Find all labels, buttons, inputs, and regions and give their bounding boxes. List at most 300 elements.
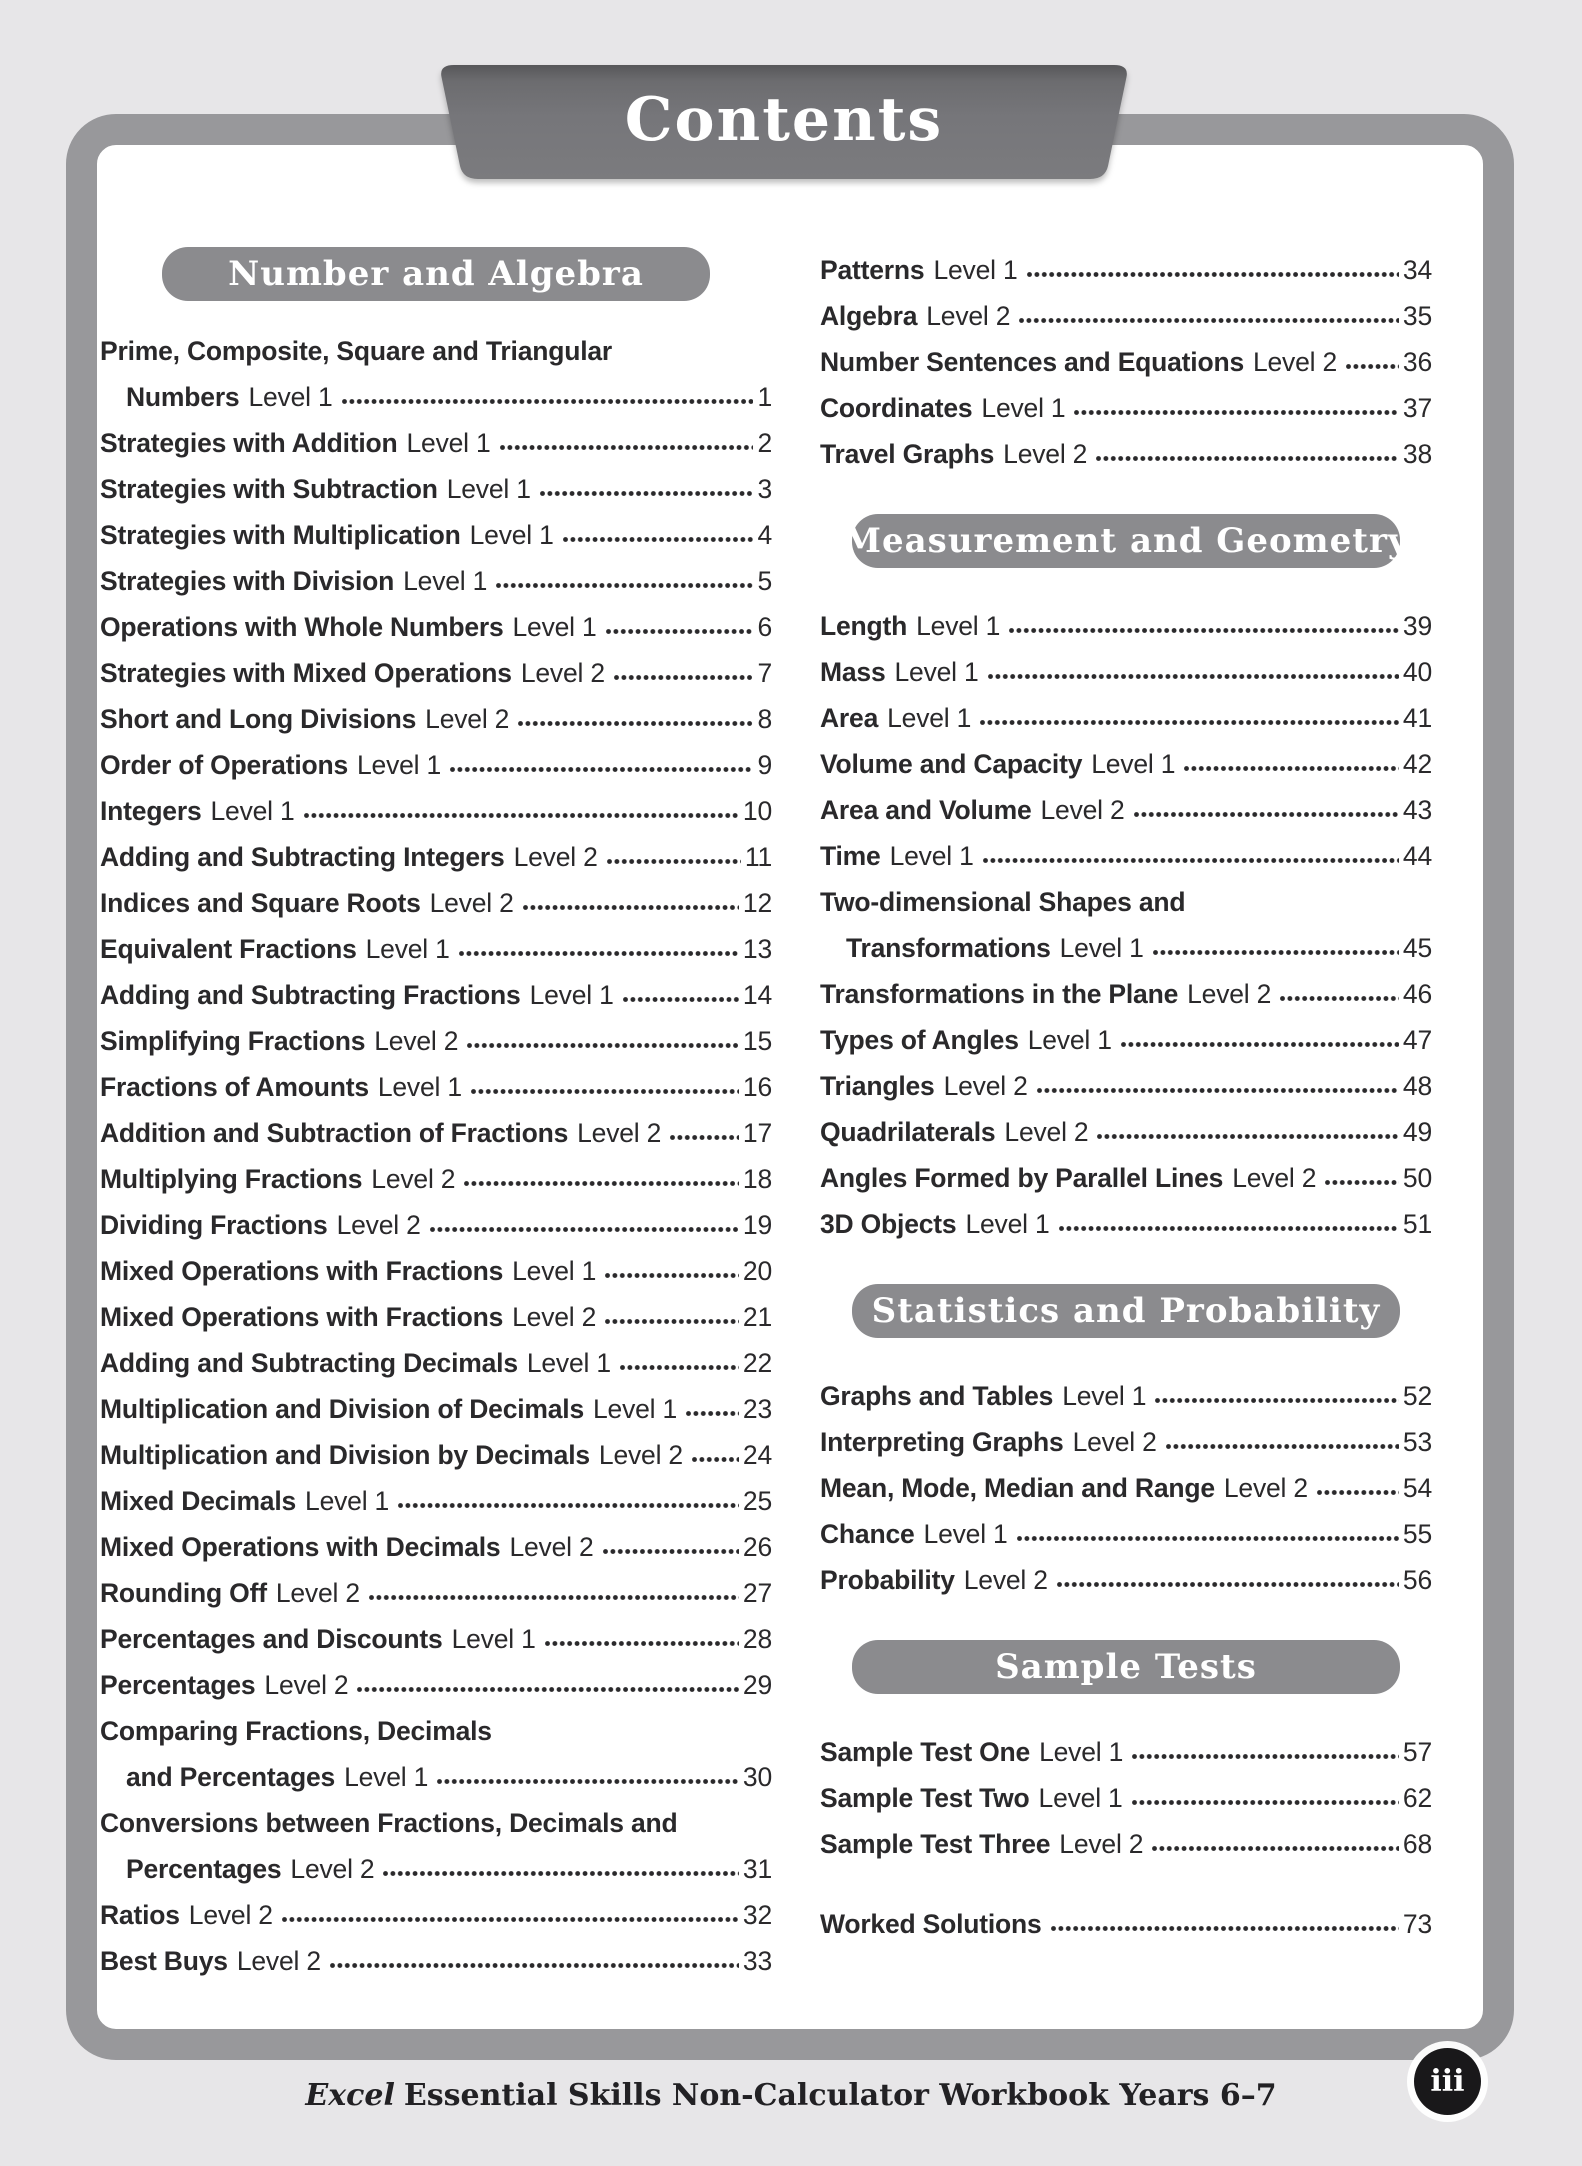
toc-entry [820, 1894, 1432, 1940]
toc-entry-page: 18 [742, 1164, 772, 1194]
toc-entry-level: Level 1 [933, 255, 1018, 285]
toc-entry [820, 1194, 1432, 1240]
toc-entry-page: 32 [742, 1900, 772, 1930]
toc-entry-title: Order of Operations [100, 750, 348, 780]
dotted-leader [1134, 810, 1399, 819]
dotted-leader [496, 581, 753, 590]
toc-entry-title: Mixed Operations with Fractions [100, 1256, 504, 1286]
toc-entry-page: 6 [757, 612, 772, 642]
toc-entry-level: Level 2 [275, 1578, 360, 1608]
toc-entry [100, 827, 772, 873]
dotted-leader [467, 1041, 739, 1050]
dotted-leader [692, 1455, 739, 1464]
toc-entry-title: Addition and Subtraction of Fractions [100, 1118, 569, 1148]
toc-entry-page: 23 [742, 1394, 772, 1424]
toc-entry-title: Types of Angles [820, 1025, 1019, 1055]
toc-entry-title: Multiplying Fractions [100, 1164, 363, 1194]
toc-entry-level: Level 1 [916, 611, 1001, 641]
toc-entry-title: Quadrilaterals [820, 1117, 996, 1147]
dotted-leader [342, 397, 754, 406]
section-header-label: Sample Tests [995, 1647, 1257, 1687]
toc-entry [820, 1010, 1432, 1056]
toc-entry [820, 826, 1432, 872]
toc-entry [100, 1563, 772, 1609]
toc-entry-title: Mass [820, 657, 886, 687]
toc-entry-page: 36 [1402, 347, 1432, 377]
dotted-leader [1155, 1396, 1399, 1405]
dotted-leader [398, 1501, 739, 1510]
toc-entry [100, 1747, 772, 1793]
toc-entry [820, 780, 1432, 826]
toc-entry [100, 689, 772, 735]
dotted-leader [1017, 1534, 1399, 1543]
dotted-leader [282, 1915, 739, 1924]
toc-entry [820, 1102, 1432, 1148]
toc-entry-title: Percentages [126, 1854, 282, 1884]
toc-entry-level: Level 1 [923, 1519, 1008, 1549]
toc-entry-level: Level 2 [513, 842, 598, 872]
toc-entry-level: Level 2 [1187, 979, 1272, 1009]
toc-entry-level: Level 1 [305, 1486, 390, 1516]
toc-entry-level: Level 1 [344, 1762, 429, 1792]
toc-entry-page: 33 [742, 1946, 772, 1976]
toc-entry-level: Level 2 [577, 1118, 662, 1148]
toc-entry [100, 367, 772, 413]
toc-entry [820, 1768, 1432, 1814]
footer-title: Essential Skills Non-Calculator Workbook Years 6–7 [403, 2078, 1277, 2113]
toc-entry-title: Equivalent Fractions [100, 934, 357, 964]
toc-entry-page: 10 [742, 796, 772, 826]
toc-entry-level: Level 2 [1072, 1427, 1157, 1457]
toc-entry [100, 1839, 772, 1885]
toc-column-left [100, 247, 772, 1977]
toc-entry-title: Mixed Operations with Fractions [100, 1302, 504, 1332]
toc-entry-title: Best Buys [100, 1946, 228, 1976]
toc-entry-title: Probability [820, 1565, 955, 1595]
toc-entry-page: 44 [1402, 841, 1432, 871]
toc-entry-level: Level 1 [894, 657, 979, 687]
toc-entry [100, 1655, 772, 1701]
toc-entry [100, 551, 772, 597]
toc-entry-page: 40 [1402, 657, 1432, 687]
toc-entry-title: Strategies with Multiplication [100, 520, 461, 550]
toc-entry-level: Level 1 [512, 1256, 597, 1286]
toc-entry-page: 20 [742, 1256, 772, 1286]
dotted-leader [605, 1271, 739, 1280]
toc-entry-level: Level 1 [1091, 749, 1176, 779]
toc-entry [820, 918, 1432, 964]
toc-entry [820, 1366, 1432, 1412]
dotted-leader [1009, 626, 1399, 635]
toc-entry-line1 [100, 321, 772, 367]
toc-column-right [820, 240, 1432, 1940]
toc-entry-level: Level 1 [512, 612, 597, 642]
toc-entry-level: Level 2 [1252, 347, 1338, 377]
dotted-leader [1037, 1086, 1399, 1095]
toc-entry [100, 1241, 772, 1287]
toc-entry-title: Transformations in the Plane [820, 979, 1179, 1009]
toc-entry-title: Comparing Fractions, Decimals [100, 1716, 492, 1746]
toc-entry-title: Strategies with Addition [100, 428, 398, 458]
toc-entry-title: Worked Solutions [820, 1909, 1042, 1939]
dotted-leader [1153, 948, 1399, 957]
toc-entry-page: 16 [742, 1072, 772, 1102]
dotted-leader [304, 811, 739, 820]
toc-entry-title: Chance [820, 1519, 915, 1549]
toc-entry-page: 46 [1402, 979, 1432, 1009]
dotted-leader [620, 1363, 739, 1372]
toc-entry-title: Short and Long Divisions [100, 704, 417, 734]
toc-entry [100, 1057, 772, 1103]
toc-entry-title: Strategies with Mixed Operations [100, 658, 512, 688]
dotted-leader [670, 1133, 739, 1142]
toc-entry-title: Rounding Off [100, 1578, 267, 1608]
toc-entry-level: Level 1 [406, 428, 491, 458]
dotted-leader [357, 1685, 738, 1694]
toc-entry-page: 56 [1402, 1565, 1432, 1595]
toc-entry-title: Number Sentences and Equations [820, 347, 1244, 377]
dotted-leader [369, 1593, 739, 1602]
footer-brand: Excel [305, 2078, 395, 2113]
toc-entry-title: Prime, Composite, Square and Triangular [100, 336, 613, 366]
toc-entry [100, 1149, 772, 1195]
toc-entry-title: Sample Test One [820, 1737, 1031, 1767]
toc-entry-level: Level 1 [1027, 1025, 1112, 1055]
dotted-leader [686, 1409, 739, 1418]
toc-entry-title: Patterns [820, 255, 925, 285]
dotted-leader [1027, 270, 1399, 279]
toc-entry [100, 643, 772, 689]
toc-entry-level: Level 2 [1059, 1829, 1144, 1859]
toc-entry-page: 45 [1402, 933, 1432, 963]
toc-entry-page: 41 [1402, 703, 1432, 733]
toc-entry-page: 11 [744, 842, 772, 872]
toc-entry-page: 62 [1402, 1783, 1432, 1813]
toc-entry [820, 734, 1432, 780]
dotted-leader [523, 903, 739, 912]
toc-entry [100, 597, 772, 643]
toc-entry-page: 22 [742, 1348, 772, 1378]
toc-entry [820, 332, 1432, 378]
section-header-label: Measurement and Geometry [843, 521, 1409, 561]
toc-entry [100, 781, 772, 827]
toc-entry [100, 1517, 772, 1563]
toc-entry-level: Level 2 [1232, 1163, 1317, 1193]
toc-entry-title: Integers [100, 796, 202, 826]
toc-entry-page: 8 [757, 704, 772, 734]
toc-entry-title: Coordinates [820, 393, 973, 423]
toc-entry [100, 459, 772, 505]
toc-entry-level: Level 1 [377, 1072, 462, 1102]
dotted-leader [607, 857, 741, 866]
toc-entry-page: 4 [757, 520, 772, 550]
toc-entry-page: 2 [757, 428, 772, 458]
toc-entry-title: Mixed Operations with Decimals [100, 1532, 501, 1562]
toc-entry-level: Level 2 [1040, 795, 1125, 825]
toc-entry [820, 378, 1432, 424]
toc-entry [100, 1425, 772, 1471]
toc-entry-level: Level 1 [1062, 1381, 1147, 1411]
toc-entry-title: Travel Graphs [820, 439, 995, 469]
dotted-leader [1019, 316, 1399, 325]
toc-entry-title: Area and Volume [820, 795, 1032, 825]
section-header [852, 1284, 1400, 1338]
dotted-leader [471, 1087, 739, 1096]
dotted-leader [450, 765, 753, 774]
toc-entry-level: Level 1 [981, 393, 1066, 423]
toc-entry [820, 688, 1432, 734]
dotted-leader [545, 1639, 739, 1648]
toc-entry-page: 17 [742, 1118, 772, 1148]
toc-entry-page: 15 [742, 1026, 772, 1056]
toc-entry [820, 286, 1432, 332]
toc-entry-page: 21 [742, 1302, 772, 1332]
toc-entry [820, 1814, 1432, 1860]
section-header-label: Statistics and Probability [871, 1291, 1381, 1331]
toc-entry [820, 642, 1432, 688]
toc-entry-title: Time [820, 841, 881, 871]
toc-entry-level: Level 1 [446, 474, 531, 504]
toc-entry-level: Level 2 [520, 658, 605, 688]
toc-entry-page: 28 [742, 1624, 772, 1654]
dotted-leader [1057, 1580, 1399, 1589]
toc-entry [820, 240, 1432, 286]
toc-entry-level: Level 1 [357, 750, 442, 780]
toc-entry-title: Mixed Decimals [100, 1486, 297, 1516]
toc-entry-title: Triangles [820, 1071, 935, 1101]
toc-entry-title: Operations with Whole Numbers [100, 612, 504, 642]
toc-entry-level: Level 2 [188, 1900, 273, 1930]
toc-entry-page: 34 [1402, 255, 1432, 285]
toc-entry [820, 596, 1432, 642]
toc-entry-page: 27 [742, 1578, 772, 1608]
section-header [162, 247, 710, 301]
toc-entry-line1 [100, 1701, 772, 1747]
toc-entry-title: Angles Formed by Parallel Lines [820, 1163, 1224, 1193]
dotted-leader [1280, 994, 1399, 1003]
toc-entry-level: Level 1 [526, 1348, 611, 1378]
toc-entry-level: Level 1 [965, 1209, 1050, 1239]
dotted-leader [500, 443, 754, 452]
toc-entry-page: 3 [757, 474, 772, 504]
toc-entry-page: 19 [742, 1210, 772, 1240]
toc-entry [820, 1504, 1432, 1550]
toc-entry-title: Length [820, 611, 908, 641]
toc-entry-level: Level 2 [290, 1854, 375, 1884]
toc-entry [100, 1885, 772, 1931]
toc-entry-page: 31 [742, 1854, 772, 1884]
toc-entry-level: Level 1 [1038, 1783, 1123, 1813]
toc-entry-title: Multiplication and Division by Decimals [100, 1440, 590, 1470]
dotted-leader [988, 672, 1399, 681]
footer [0, 2078, 1582, 2113]
dotted-leader [1121, 1040, 1399, 1049]
toc-entry-title: Multiplication and Division of Decimals [100, 1394, 584, 1424]
toc-entry-level: Level 2 [236, 1946, 321, 1976]
dotted-leader [1346, 362, 1399, 371]
toc-entry-page: 24 [742, 1440, 772, 1470]
toc-entry-page: 73 [1402, 1909, 1432, 1939]
toc-entry-page: 50 [1402, 1163, 1432, 1193]
toc-entry-page: 1 [757, 382, 772, 412]
toc-entry-page: 53 [1402, 1427, 1432, 1457]
toc-entry [820, 1550, 1432, 1596]
toc-entry-page: 25 [742, 1486, 772, 1516]
dotted-leader [1152, 1844, 1399, 1853]
toc-entry-title: Adding and Subtracting Fractions [100, 980, 521, 1010]
toc-entry-page: 14 [742, 980, 772, 1010]
section-header-label: Number and Algebra [228, 254, 644, 294]
dotted-leader [430, 1225, 739, 1234]
toc-entry-page: 48 [1402, 1071, 1432, 1101]
toc-entry-title: Dividing Fractions [100, 1210, 328, 1240]
toc-entry-level: Level 1 [403, 566, 488, 596]
toc-entry-level: Level 2 [374, 1026, 459, 1056]
toc-entry-level: Level 1 [451, 1624, 536, 1654]
section-header [843, 514, 1409, 568]
dotted-leader [606, 627, 754, 636]
toc-entry-title: Sample Test Two [820, 1783, 1030, 1813]
dotted-leader [623, 995, 739, 1004]
toc-entry-level: Level 2 [429, 888, 514, 918]
toc-entry [820, 1148, 1432, 1194]
dotted-leader [1051, 1924, 1399, 1933]
toc-entry-page: 49 [1402, 1117, 1432, 1147]
toc-entry-level: Level 1 [1059, 933, 1144, 963]
toc-entry-level: Level 1 [248, 382, 333, 412]
dotted-leader [518, 719, 753, 728]
dotted-leader [1166, 1442, 1399, 1451]
toc-entry-page: 13 [742, 934, 772, 964]
toc-entry [100, 873, 772, 919]
toc-entry-title: Transformations [846, 933, 1051, 963]
toc-entry-page: 42 [1402, 749, 1432, 779]
toc-entry-page: 38 [1402, 439, 1432, 469]
toc-entry-level: Level 2 [1003, 439, 1088, 469]
toc-entry-level: Level 2 [336, 1210, 421, 1240]
toc-entry-page: 35 [1402, 301, 1432, 331]
contents-banner [434, 62, 1134, 182]
dotted-leader [1132, 1798, 1399, 1807]
toc-entry-title: Ratios [100, 1900, 180, 1930]
toc-entry-title: Algebra [820, 301, 918, 331]
toc-entry-title: Sample Test Three [820, 1829, 1051, 1859]
dotted-leader [1097, 1132, 1398, 1141]
toc-entry [100, 413, 772, 459]
toc-entry [820, 1412, 1432, 1458]
toc-entry-title: 3D Objects [820, 1209, 957, 1239]
toc-entry [100, 1287, 772, 1333]
dotted-leader [330, 1961, 739, 1970]
dotted-leader [1059, 1224, 1399, 1233]
toc-entry-level: Level 2 [926, 301, 1011, 331]
toc-entry [820, 424, 1432, 470]
toc-entry [100, 1333, 772, 1379]
toc-entry-page: 9 [757, 750, 772, 780]
toc-entry-title: Conversions between Fractions, Decimals and [100, 1808, 678, 1838]
dotted-leader [980, 718, 1399, 727]
dotted-leader [540, 489, 754, 498]
toc-entry-level: Level 1 [887, 703, 972, 733]
toc-entry-title: Adding and Subtracting Decimals [100, 1348, 518, 1378]
toc-entry-line1 [100, 1793, 772, 1839]
toc-entry-title: Numbers [126, 382, 240, 412]
toc-entry-level: Level 1 [210, 796, 295, 826]
toc-entry-title: Mean, Mode, Median and Range [820, 1473, 1215, 1503]
toc-entry-level: Level 1 [889, 841, 974, 871]
dotted-leader [983, 856, 1399, 865]
toc-entry-title: Interpreting Graphs [820, 1427, 1064, 1457]
toc-entry [100, 965, 772, 1011]
toc-entry [100, 1379, 772, 1425]
toc-entry-page: 26 [742, 1532, 772, 1562]
toc-entry-page: 47 [1402, 1025, 1432, 1055]
toc-entry [820, 1458, 1432, 1504]
toc-entry-level: Level 2 [264, 1670, 349, 1700]
dotted-leader [605, 1317, 739, 1326]
toc-entry-page: 55 [1402, 1519, 1432, 1549]
dotted-leader [1096, 454, 1399, 463]
toc-entry [100, 1471, 772, 1517]
toc-entry-title: Volume and Capacity [820, 749, 1083, 779]
toc-entry [820, 1722, 1432, 1768]
toc-entry-page: 43 [1402, 795, 1432, 825]
toc-entry [100, 1931, 772, 1977]
toc-entry [100, 1103, 772, 1149]
toc-entry-level: Level 2 [598, 1440, 683, 1470]
toc-entry-level: Level 2 [425, 704, 510, 734]
dotted-leader [1132, 1752, 1399, 1761]
toc-entry-level: Level 2 [512, 1302, 597, 1332]
toc-entry-title: Graphs and Tables [820, 1381, 1054, 1411]
toc-entry-page: 30 [742, 1762, 772, 1792]
dotted-leader [1317, 1488, 1399, 1497]
toc-entry-level: Level 1 [529, 980, 614, 1010]
toc-entry [100, 1195, 772, 1241]
toc-entry-level: Level 1 [1039, 1737, 1124, 1767]
toc-entry [100, 505, 772, 551]
toc-entry [820, 1056, 1432, 1102]
dotted-leader [459, 949, 739, 958]
toc-entry-page: 12 [742, 888, 772, 918]
toc-entry-title: Area [820, 703, 879, 733]
toc-entry-level: Level 1 [365, 934, 450, 964]
toc-entry-level: Level 1 [469, 520, 554, 550]
toc-entry-page: 54 [1402, 1473, 1432, 1503]
toc-entry-level: Level 1 [593, 1394, 678, 1424]
toc-entry-title: Strategies with Subtraction [100, 474, 438, 504]
page-number-badge [1414, 2048, 1481, 2115]
toc-entry-title: Two-dimensional Shapes and [820, 887, 1186, 917]
dotted-leader [1325, 1178, 1399, 1187]
dotted-leader [383, 1869, 738, 1878]
toc-entry-level: Level 2 [1004, 1117, 1089, 1147]
dotted-leader [603, 1547, 739, 1556]
page-number: iii [1430, 2064, 1465, 2099]
dotted-leader [1074, 408, 1398, 417]
section-header [852, 1640, 1400, 1694]
toc-entry-level: Level 2 [963, 1565, 1048, 1595]
toc-entry-title: Adding and Subtracting Integers [100, 842, 505, 872]
toc-entry-page: 37 [1402, 393, 1432, 423]
toc-entry-page: 7 [757, 658, 772, 688]
dotted-leader [1184, 764, 1399, 773]
toc-entry-level: Level 2 [943, 1071, 1028, 1101]
toc-entry [100, 735, 772, 781]
toc-entry-level: Level 2 [1223, 1473, 1308, 1503]
dotted-leader [614, 673, 754, 682]
toc-entry-page: 52 [1402, 1381, 1432, 1411]
